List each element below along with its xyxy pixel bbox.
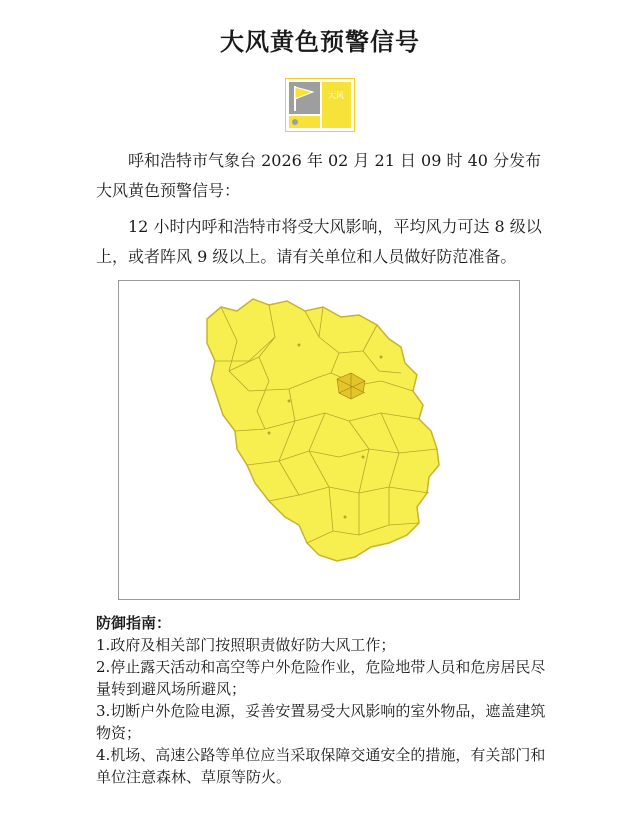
guidance-item: 1.政府及相关部门按照职责做好防大风工作； bbox=[96, 636, 396, 654]
guidance-item: 4.机场、高速公路等单位应当采取保障交通安全的措施，有关部门和单位注意森林、草原等防火。 bbox=[96, 746, 546, 786]
hohhot-region-shape bbox=[207, 299, 439, 561]
defense-guidance bbox=[96, 612, 556, 788]
forecast-paragraph: 12 小时内呼和浩特市将受大风影响，平均风力可达 8 级以上，或者阵风 9 级以上。请有关单位和人员做好防范准备。 bbox=[96, 217, 542, 266]
guidance-heading: 防御指南： bbox=[96, 614, 172, 632]
wind-warning-signal-icon bbox=[285, 78, 355, 132]
page-title: 大风黄色预警信号 bbox=[220, 28, 420, 56]
guidance-item: 3.切断户外危险电源，妥善安置易受大风影响的室外物品，遮盖建筑物资； bbox=[96, 702, 546, 742]
guidance-item: 2.停止露天活动和高空等户外危险作业，危险地带人员和危房居民尽量转到避风场所避风； bbox=[96, 658, 546, 698]
warning-area-map bbox=[118, 280, 520, 600]
issuance-paragraph: 呼和浩特市气象台 2026 年 02 月 21 日 09 时 40 分发布大风黄色预警信号： bbox=[96, 151, 542, 200]
signal-level-label: 大风 bbox=[328, 91, 344, 100]
